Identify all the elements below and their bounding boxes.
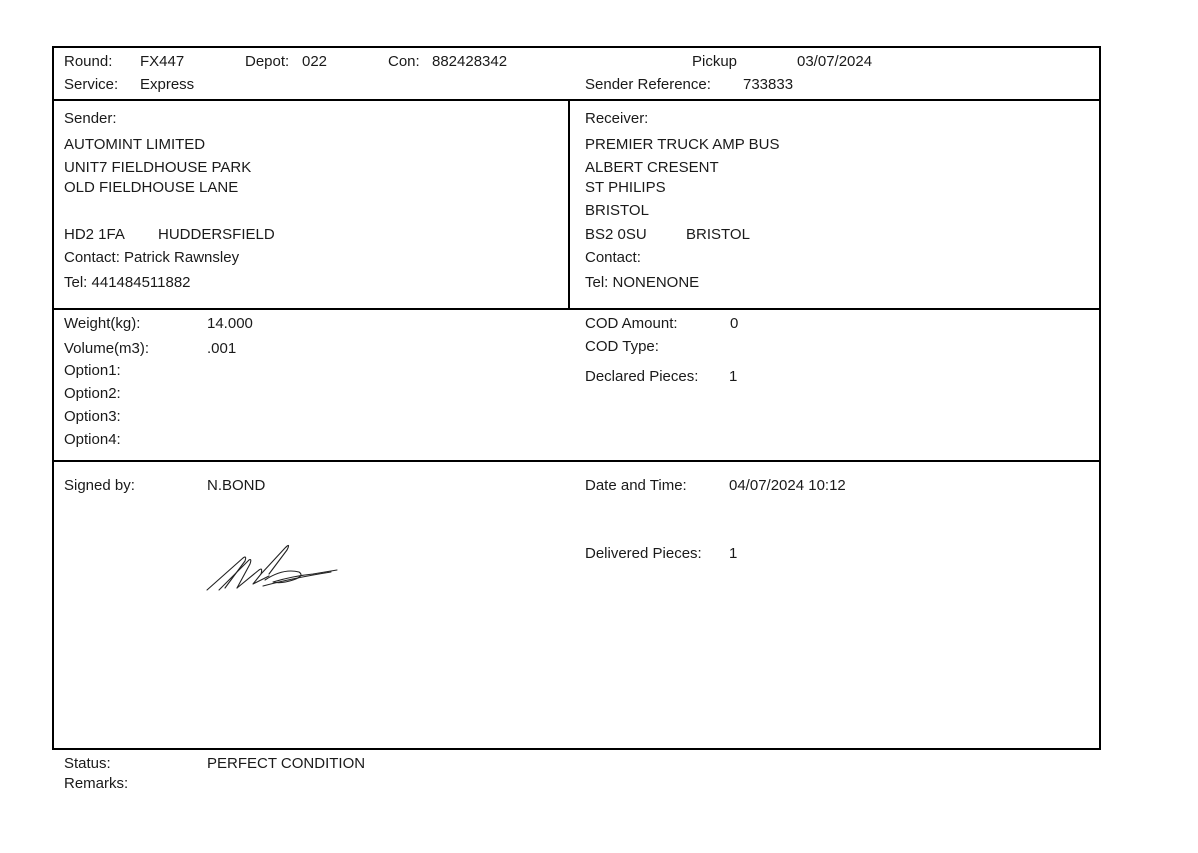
- delivered-pieces-value: 1: [729, 545, 738, 562]
- status-label: Status:: [64, 755, 111, 772]
- sender-reference-value: 733833: [743, 76, 794, 93]
- volume-value: .001: [207, 340, 237, 357]
- delivered-pieces-label: Delivered Pieces:: [585, 545, 702, 562]
- sender-city: HUDDERSFIELD: [158, 226, 275, 243]
- depot-label: Depot:: [245, 53, 290, 70]
- document-frame: [52, 46, 1101, 750]
- address-divider: [52, 308, 1101, 310]
- receiver-address-line-1: ALBERT CRESENT: [585, 159, 719, 176]
- sender-postcode: HD2 1FA: [64, 226, 125, 243]
- signed-by-label: Signed by:: [64, 477, 135, 494]
- receiver-telephone: Tel: NONENONE: [585, 274, 700, 291]
- service-value: Express: [140, 76, 195, 93]
- con-value: 882428342: [432, 53, 508, 70]
- header-divider: [52, 99, 1101, 101]
- weight-value: 14.000: [207, 315, 253, 332]
- option3-label: Option3:: [64, 408, 121, 425]
- receiver-address-line-3: BRISTOL: [585, 202, 649, 219]
- date-time-value: 04/07/2024 10:12: [729, 477, 846, 494]
- declared-pieces-value: 1: [729, 368, 738, 385]
- depot-value: 022: [302, 53, 328, 70]
- receiver-heading: Receiver:: [585, 110, 649, 127]
- sender-heading: Sender:: [64, 110, 117, 127]
- details-divider: [52, 460, 1101, 462]
- service-label: Service:: [64, 76, 119, 93]
- status-value: PERFECT CONDITION: [207, 755, 366, 772]
- option2-label: Option2:: [64, 385, 121, 402]
- pickup-date: 03/07/2024: [797, 53, 873, 70]
- receiver-address-line-2: ST PHILIPS: [585, 179, 666, 196]
- cod-amount-value: 0: [730, 315, 739, 332]
- round-label: Round:: [64, 53, 113, 70]
- remarks-label: Remarks:: [64, 775, 129, 792]
- volume-label: Volume(m3):: [64, 340, 150, 357]
- sender-reference-label: Sender Reference:: [585, 76, 711, 93]
- address-column-divider: [568, 100, 570, 309]
- weight-label: Weight(kg):: [64, 315, 141, 332]
- con-label: Con:: [388, 53, 420, 70]
- signature-image: [203, 530, 343, 594]
- receiver-postcode: BS2 0SU: [585, 226, 647, 243]
- date-time-label: Date and Time:: [585, 477, 687, 494]
- receiver-contact: Contact:: [585, 249, 641, 266]
- sender-telephone: Tel: 441484511882: [64, 274, 191, 291]
- round-value: FX447: [140, 53, 185, 70]
- pickup-label: Pickup: [692, 53, 738, 70]
- sender-address-line-1: UNIT7 FIELDHOUSE PARK: [64, 159, 252, 176]
- receiver-name: PREMIER TRUCK AMP BUS: [585, 136, 780, 153]
- signed-by-value: N.BOND: [207, 477, 266, 494]
- receiver-city: BRISTOL: [686, 226, 750, 243]
- option1-label: Option1:: [64, 362, 121, 379]
- cod-type-label: COD Type:: [585, 338, 659, 355]
- cod-amount-label: COD Amount:: [585, 315, 678, 332]
- declared-pieces-label: Declared Pieces:: [585, 368, 699, 385]
- sender-name: AUTOMINT LIMITED: [64, 136, 206, 153]
- sender-contact: Contact: Patrick Rawnsley: [64, 249, 240, 266]
- option4-label: Option4:: [64, 431, 121, 448]
- sender-address-line-2: OLD FIELDHOUSE LANE: [64, 179, 239, 196]
